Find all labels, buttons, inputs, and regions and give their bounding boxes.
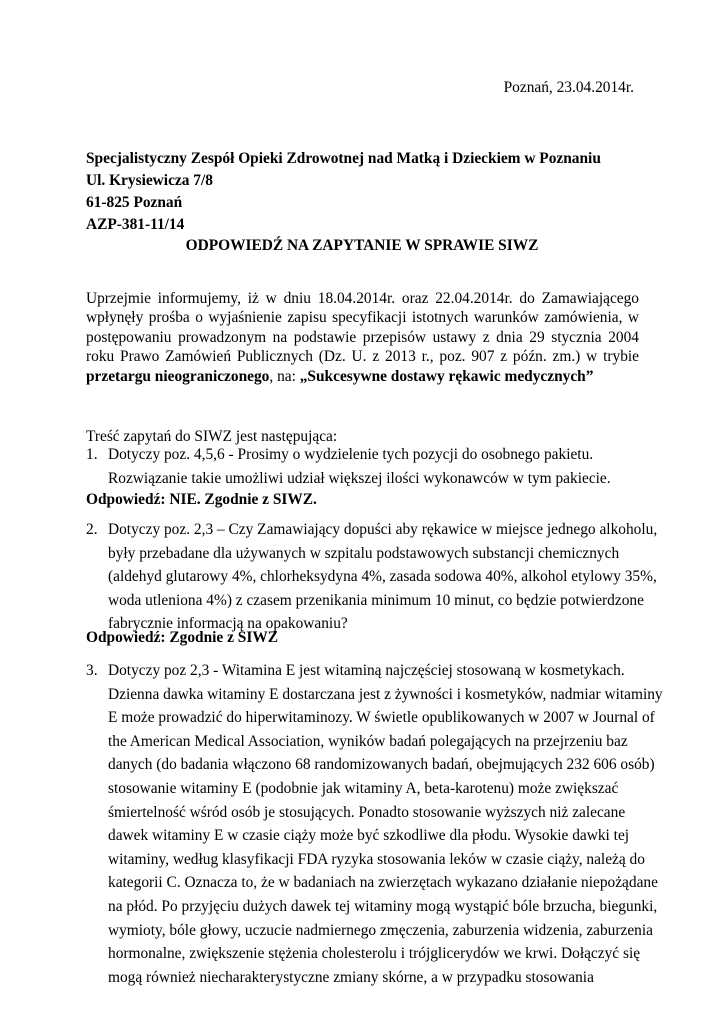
- intro-paragraph: [86, 289, 639, 386]
- question-number: 2.: [86, 521, 98, 538]
- answer-2: Odpowiedź: Zgodnie z SIWZ: [86, 629, 278, 646]
- question-line: witaminy, według klasyfikacji FDA ryzyka stosowania leków w czasie ciąży, należą do: [108, 850, 645, 868]
- question-line: Rozwiązanie takie umożliwi udział większej ilości wykonawców w tym pakiecie.: [108, 469, 611, 487]
- address-line-institution: Specjalistyczny Zespół Opieki Zdrowotnej nad Matką i Dzieckiem w Poznaniu: [86, 150, 601, 167]
- questions-lead: Treść zapytań do SIWZ jest następująca:: [86, 428, 338, 445]
- question-line: danych (do badania włączono 68 randomizowanych badań, obejmujących 232 606 osób): [108, 756, 655, 774]
- document-title: ODPOWIEDŹ NA ZAPYTANIE W SPRAWIE SIWZ: [185, 237, 539, 254]
- question-line: Dotyczy poz. 4,5,6 - Prosimy o wydzielenie tych pozycji do osobnego pakietu.: [108, 446, 594, 463]
- question-line: woda utleniona 4%) z czasem przenikania minimum 10 minut, co będzie potwierdzone: [108, 591, 644, 609]
- question-line: śmiertelność wśród osób je stosujących. Ponadto stosowanie wyższych niż zalecane: [108, 803, 626, 821]
- question-line: na płód. Po przyjęciu dużych dawek tej witaminy mogą wystąpić bóle brzucha, biegunki,: [108, 897, 658, 915]
- question-line: Dotyczy poz. 2,3 – Czy Zamawiający dopuści aby rękawice w miejsce jednego alkoholu,: [108, 521, 658, 538]
- intro-text-2: , na:: [269, 367, 300, 385]
- question-3: [86, 659, 663, 989]
- question-2: [86, 518, 658, 636]
- address-line-street: Ul. Krysiewicza 7/8: [86, 172, 213, 189]
- question-line: Dotyczy poz 2,3 - Witamina E jest witaminą najczęściej stosowaną w kosmetykach.: [108, 662, 625, 679]
- address-line-reference: AZP-381-11/14: [86, 216, 185, 233]
- procurement-subject: „Sukcesywne dostawy rękawic medycznych”: [299, 367, 594, 385]
- question-line: wymioty, bóle głowy, uczucie nadmiernego zmęczenia, zaburzenia widzenia, zaburzenia: [108, 921, 653, 939]
- intro-text: Uprzejmie informujemy, iż w dniu 18.04.2014r. oraz 22.04.2014r. do Zamawiającego wpłynęły prośba o wyjaśnienie zapisu specyfikacji istotnych warunków zamówienia, w postępowaniu prowadzonym na podstawie przepisów ustawy z dnia 29 stycznia 2004 roku Prawo Zamówień Publicznych (Dz. U. z 2013 r., poz. 907 z późn. zm.) w trybie: [86, 290, 639, 366]
- question-line: fabrycznie informacją na opakowaniu?: [108, 615, 348, 633]
- question-number: 1.: [86, 446, 98, 463]
- question-line: Dzienna dawka witaminy E dostarczana jest z żywności i kosmetyków, nadmiar witaminy: [108, 685, 663, 703]
- question-line: dawek witaminy E w czasie ciąży może być szkodliwe dla płodu. Wysokie dawki tej: [108, 827, 630, 845]
- question-line: kategorii C. Oznacza to, że w badaniach na zwierzętach wykazano działanie niepożądane: [108, 874, 658, 892]
- answer-1: Odpowiedź: NIE. Zgodnie z SIWZ.: [86, 491, 317, 508]
- question-number: 3.: [86, 662, 98, 679]
- question-line: the American Medical Association, wyników badań polegających na przejrzeniu baz: [108, 732, 628, 750]
- question-line: stosowanie witaminy E (podobnie jak witaminy A, beta-karotenu) może zwiększać: [108, 779, 619, 797]
- question-line: hormonalne, zwiększenie stężenia cholesterolu i trójglicerydów we krwi. Dołączyć się: [108, 945, 641, 963]
- recipient-address: [86, 148, 601, 236]
- question-line: były przebadane dla używanych w szpitalu podstawowych substancji chemicznych: [108, 544, 620, 562]
- document-date: Poznań, 23.04.2014r.: [503, 79, 634, 96]
- question-line: E może prowadzić do hiperwitaminozy. W świetle opublikowanych w 2007 w Journal of: [108, 709, 655, 727]
- address-line-city: 61-825 Poznań: [86, 194, 183, 211]
- question-1: [86, 443, 646, 490]
- question-line: mogą również niecharakterystyczne zmiany skórne, a w przypadku stosowania: [108, 968, 594, 986]
- procedure-mode: przetargu nieograniczonego: [86, 367, 270, 385]
- question-line: (aldehyd glutarowy 4%, chlorheksydyna 4%, zasada sodowa 40%, alkohol etylowy 35%,: [108, 568, 657, 586]
